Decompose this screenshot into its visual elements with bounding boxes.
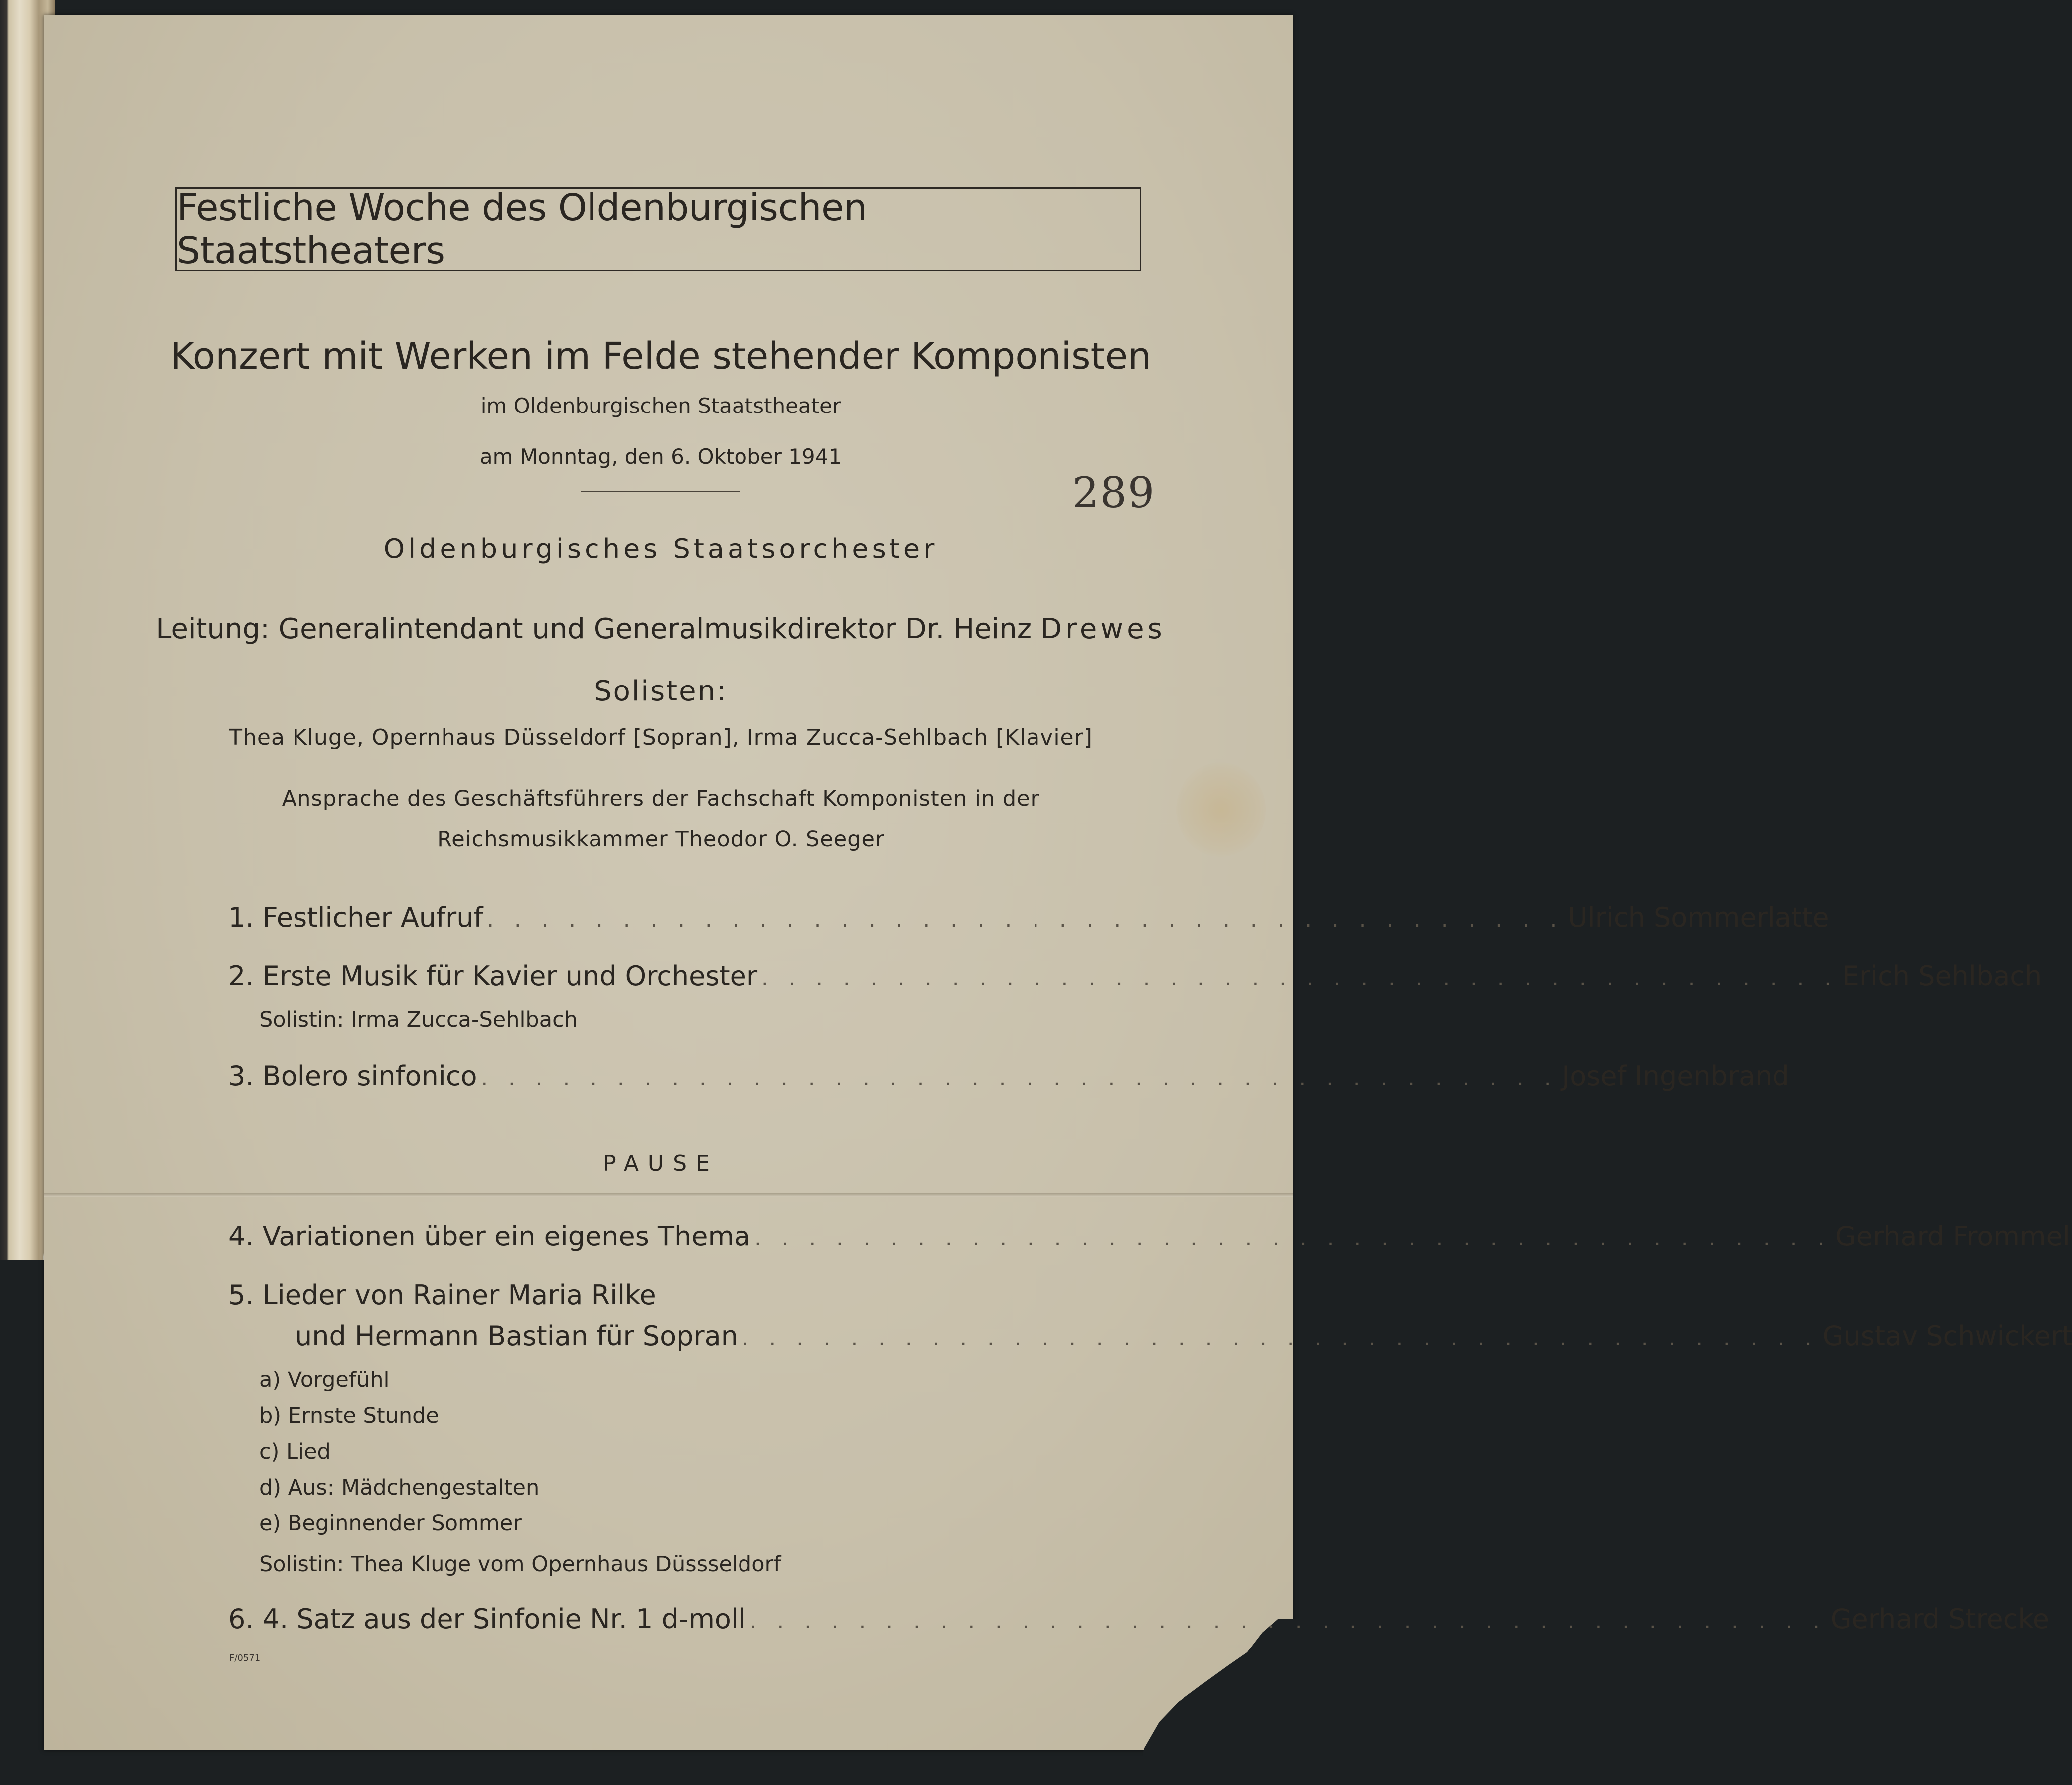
soloists-heading: Solisten: [594,675,728,707]
conductor-name: Drewes [1040,613,1166,645]
program-item-4 [228,1221,2070,1252]
song-d: d) Aus: Mädchengestalten [259,1475,540,1500]
leader-dots: . . . . . . . . . . . . . . . . . . . . . . . . . . . . . . . . . . . . . . . . [749,1609,1827,1633]
program-item-composer: Gustav Schwickert [1822,1320,2072,1352]
intermission-label: PAUSE [603,1151,719,1176]
speech-line-1: Ansprache des Geschäftsführers der Fachschaft Komponisten in der [282,786,1040,811]
program-item-soloist: Solistin: Irma Zucca-Sehlbach [259,1007,578,1032]
program-item-2 [228,961,2042,992]
program-item-composer: Gerhard Frommel [1835,1221,2070,1252]
leader-dots: . . . . . . . . . . . . . . . . . . . . . . . . . . . . . . . . . . . . . . . . [741,1326,1819,1350]
leader-dots: . . . . . . . . . . . . . . . . . . . . . . . . . . . . . . . . . . . . . . . . [761,966,1838,990]
program-item-composer: Josef Ingenbrand [1562,1060,1789,1092]
leader-dots: . . . . . . . . . . . . . . . . . . . . . . . . . . . . . . . . . . . . . . . . [481,1066,1558,1090]
program-item-5 [228,1279,1090,1311]
concert-venue: im Oldenburgischen Staatstheater [480,394,841,418]
program-item-1 [228,902,1829,933]
program-item-title: 3. Bolero sinfonico [228,1060,477,1092]
archive-stamp-number: 289 [1072,468,1156,517]
speech-line-2: Reichsmusikkammer Theodor O. Seeger [437,827,885,852]
program-item-soloist: Solistin: Thea Kluge vom Opernhaus Düssseldorf [259,1552,781,1577]
song-a: a) Vorgefühl [259,1368,390,1392]
soloists-line: Thea Kluge, Opernhaus Düsseldorf [Sopran], Irma Zucca-Sehlbach [Klavier] [229,725,1093,750]
program-item-title-cont: und Hermann Bastian für Sopran [295,1320,738,1352]
program-item-title: 2. Erste Musik für Kavier und Orchester [228,961,758,992]
conductor-prefix: Leitung: Generalintendant und Generalmusikdirektor Dr. Heinz [156,613,1040,645]
concert-date: am Monntag, den 6. Oktober 1941 [479,444,842,469]
leader-dots: . . . . . . . . . . . . . . . . . . . . . . . . . . . . . . . . . . . . . . . . [487,907,1564,932]
divider-rule [581,491,740,492]
program-item-5-cont [295,1320,2072,1352]
festival-title-box [175,187,1141,271]
song-b: b) Ernste Stunde [259,1403,439,1428]
print-code: F/0571 [229,1653,261,1663]
program-item-6 [228,1603,2049,1635]
program-page [44,15,1293,1750]
program-item-title: 5. Lieder von Rainer Maria Rilke [228,1279,656,1311]
conductor-line [44,613,1278,645]
orchestra-name: Oldenburgisches Staatsorchester [383,533,938,564]
festival-title: Festliche Woche des Oldenburgischen Staatstheaters [177,186,867,272]
program-item-composer: Gerhard Strecke [1830,1603,2049,1635]
program-item-composer: Erich Sehlbach [1842,961,2042,992]
program-item-composer: Ulrich Sommerlatte [1568,902,1829,933]
program-item-title: 6. 4. Satz aus der Sinfonie Nr. 1 d-moll [228,1603,746,1635]
program-item-title: 1. Festlicher Aufruf [228,902,483,933]
song-c: c) Lied [259,1439,331,1464]
concert-title: Konzert mit Werken im Felde stehender Komponisten [170,335,1152,378]
program-item-title: 4. Variationen über ein eigenes Thema [228,1221,751,1252]
song-e: e) Beginnender Sommer [259,1511,522,1536]
page-fold [44,1193,1293,1197]
leader-dots: . . . . . . . . . . . . . . . . . . . . . . . . . . . . . . . . . . . . . . . . [754,1226,1831,1250]
program-item-3 [228,1060,1789,1092]
